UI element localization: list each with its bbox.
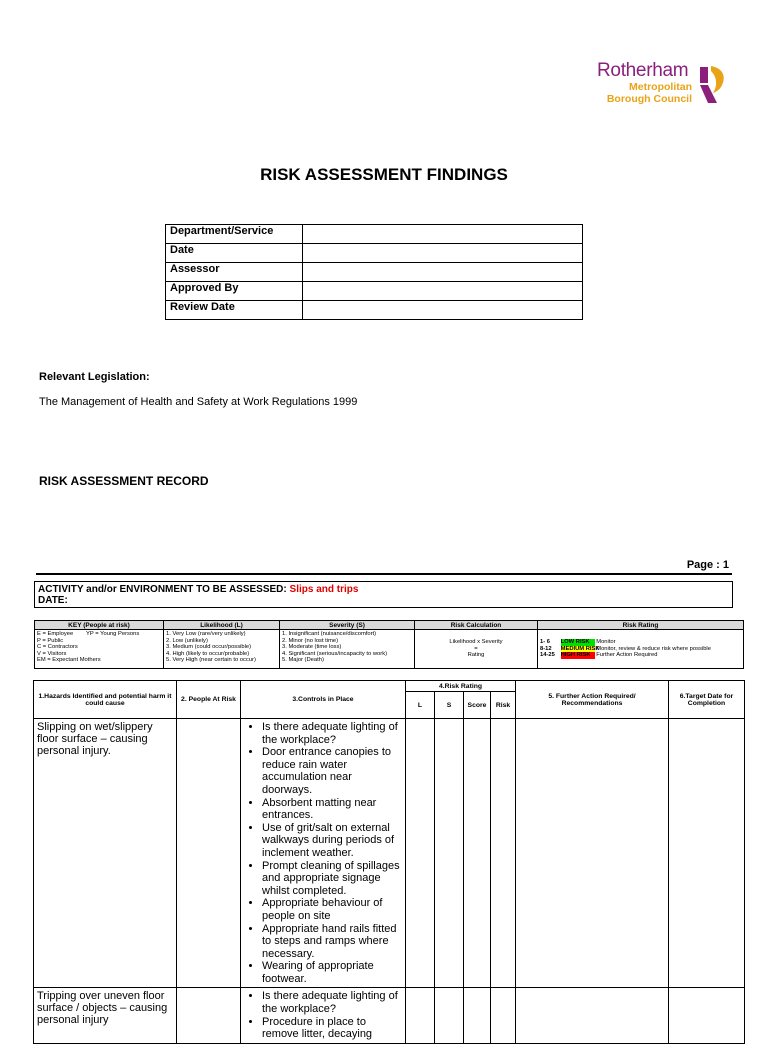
legislation-text: The Management of Health and Safety at Work Regulations 1999 (39, 396, 358, 408)
control-item: • Is there adequate lighting of the workplace? (262, 990, 402, 1015)
control-item: • Procedure in place to remove litter, decaying (262, 1016, 402, 1041)
header-l: L (406, 692, 435, 719)
rotherham-r-icon (697, 63, 727, 105)
hazard-cell: Slipping on wet/slippery floor surface – causing personal injury. (34, 719, 177, 988)
header-risk-rating: 4.Risk Rating (406, 681, 516, 692)
key-calculation-line: Rating (467, 652, 485, 659)
target-date-cell[interactable] (669, 988, 745, 1043)
people-cell[interactable] (177, 719, 241, 988)
people-cell[interactable] (177, 988, 241, 1043)
info-row (166, 282, 583, 301)
controls-list (244, 990, 402, 1040)
key-people-cell (35, 630, 164, 669)
key-likelihood-item: 4. High (likely to occur/probable) (166, 650, 250, 657)
key-header-calculation: Risk Calculation (415, 621, 538, 630)
key-likelihood-cell (164, 630, 280, 669)
rating-high (540, 652, 741, 659)
l-cell[interactable] (406, 719, 435, 988)
key-header-severity: Severity (S) (280, 621, 415, 630)
info-value[interactable] (303, 282, 583, 301)
risk-cell[interactable] (491, 719, 516, 988)
table-row (34, 988, 745, 1043)
activity-box (34, 581, 733, 608)
info-label: Approved By (166, 282, 303, 301)
logo-name: Rotherham (597, 60, 689, 81)
divider (36, 573, 732, 575)
control-item: • Door entrance canopies to reduce rain water accumulation near doorways. (262, 746, 402, 796)
controls-cell (241, 988, 406, 1043)
further-action-cell[interactable] (516, 988, 669, 1043)
key-likelihood-item: 3. Medium (could occur/possible) (166, 644, 252, 650)
council-logo (597, 60, 727, 110)
rating-range: 8-12 (540, 645, 552, 652)
record-heading: RISK ASSESSMENT RECORD (39, 474, 209, 488)
key-people-item: C = Contractors (37, 644, 78, 650)
activity-value[interactable]: Slips and trips (289, 584, 359, 595)
key-header-likelihood: Likelihood (L) (164, 621, 280, 630)
activity-date-label: DATE: (38, 595, 68, 606)
key-people-item: V = Visitors (37, 650, 67, 657)
score-cell[interactable] (464, 719, 491, 988)
l-cell[interactable] (406, 988, 435, 1043)
s-cell[interactable] (435, 988, 464, 1043)
info-row (166, 244, 583, 263)
header-controls: 3.Controls in Place (241, 681, 406, 719)
info-value[interactable] (303, 263, 583, 282)
control-item: • Absorbent matting near entrances. (262, 797, 402, 822)
risk-key-table (34, 620, 744, 669)
controls-cell (241, 719, 406, 988)
risk-assessment-table (33, 680, 745, 1044)
control-item: • Use of grit/salt on external walkways during periods of inclement weather. (262, 822, 402, 860)
info-label: Review Date (166, 301, 303, 320)
logo-line-1: Metropolitan (629, 81, 692, 93)
key-people-item: E = Employee YP = Young Persons (37, 631, 140, 637)
rating-badge: MEDIUM RISK (560, 645, 600, 652)
rating-action: Monitor (596, 639, 616, 646)
header-target-date: 6.Target Date for Completion (669, 681, 745, 719)
info-label: Department/Service (166, 225, 303, 244)
control-item: • Appropriate hand rails fitted to steps and ramps where necessary. (262, 923, 402, 961)
risk-cell[interactable] (491, 988, 516, 1043)
table-row (34, 719, 745, 988)
header-hazards: 1.Hazards Identified and potential harm it could cause (34, 681, 177, 719)
s-cell[interactable] (435, 719, 464, 988)
header-risk: Risk (491, 692, 516, 719)
key-calculation-cell (415, 630, 538, 669)
control-item: • Appropriate behaviour of people on site (262, 897, 402, 922)
key-severity-item: 3. Moderate (time loss) (282, 644, 342, 650)
key-calculation-line: = (474, 645, 478, 652)
key-severity-item: 5. Major (Death) (282, 657, 324, 663)
info-label: Assessor (166, 263, 303, 282)
info-value[interactable] (303, 225, 583, 244)
page-title: RISK ASSESSMENT FINDINGS (260, 165, 508, 184)
control-item: • Wearing of appropriate footwear. (262, 960, 402, 985)
info-row (166, 263, 583, 282)
logo-line-2: Borough Council (606, 93, 692, 105)
page-number: Page : 1 (686, 559, 729, 571)
header-people: 2. People At Risk (177, 681, 241, 719)
info-value[interactable] (303, 244, 583, 263)
key-severity-cell (280, 630, 415, 669)
assessment-info-table (165, 224, 583, 320)
key-calculation-line: Likelihood x Severity (449, 639, 503, 646)
rating-action: Monitor, review & reduce risk where possible (596, 645, 711, 652)
score-cell[interactable] (464, 988, 491, 1043)
header-further-action: 5. Further Action Required/ Recommendations (516, 681, 669, 719)
key-header-rating: Risk Rating (538, 621, 744, 630)
control-item: • Prompt cleaning of spillages and appropriate signage whilst completed. (262, 860, 402, 898)
header-score: Score (464, 692, 491, 719)
key-severity-item: 1. Insignificant (nuisance/discomfort) (282, 631, 377, 637)
key-likelihood-item: 2. Low (unlikely) (166, 637, 208, 644)
hazard-cell: Tripping over uneven floor surface / objects – causing personal injury (34, 988, 177, 1043)
key-likelihood-item: 5. Very High (near certain to occur) (166, 657, 256, 663)
rating-badge: LOW RISK (561, 639, 595, 646)
key-rating-cell (538, 630, 744, 669)
key-severity-item: 2. Minor (no lost time) (282, 637, 339, 644)
rating-range: 14-25 (540, 652, 555, 659)
legislation-heading: Relevant Legislation: (39, 371, 150, 383)
further-action-cell[interactable] (516, 719, 669, 988)
key-severity-item: 4. Significant (serious/incapacity to work) (282, 650, 388, 657)
info-label: Date (166, 244, 303, 263)
activity-label: ACTIVITY and/or ENVIRONMENT TO BE ASSESSED: (38, 584, 287, 595)
rating-range: 1- 6 (540, 639, 550, 646)
key-header-people: KEY (People at risk) (35, 621, 164, 630)
target-date-cell[interactable] (669, 719, 745, 988)
rating-action: Further Action Required (596, 652, 658, 659)
info-value[interactable] (303, 301, 583, 320)
control-item: • Is there adequate lighting of the workplace? (262, 721, 402, 746)
header-s: S (435, 692, 464, 719)
key-people-item: EM = Expectant Mothers (37, 657, 101, 663)
rating-badge: HIGH RISK (561, 652, 595, 659)
controls-list (244, 721, 402, 985)
info-row (166, 301, 583, 320)
key-likelihood-item: 1. Very Low (rare/very unlikely) (166, 631, 246, 637)
key-people-item: P = Public (37, 637, 64, 644)
info-row (166, 225, 583, 244)
